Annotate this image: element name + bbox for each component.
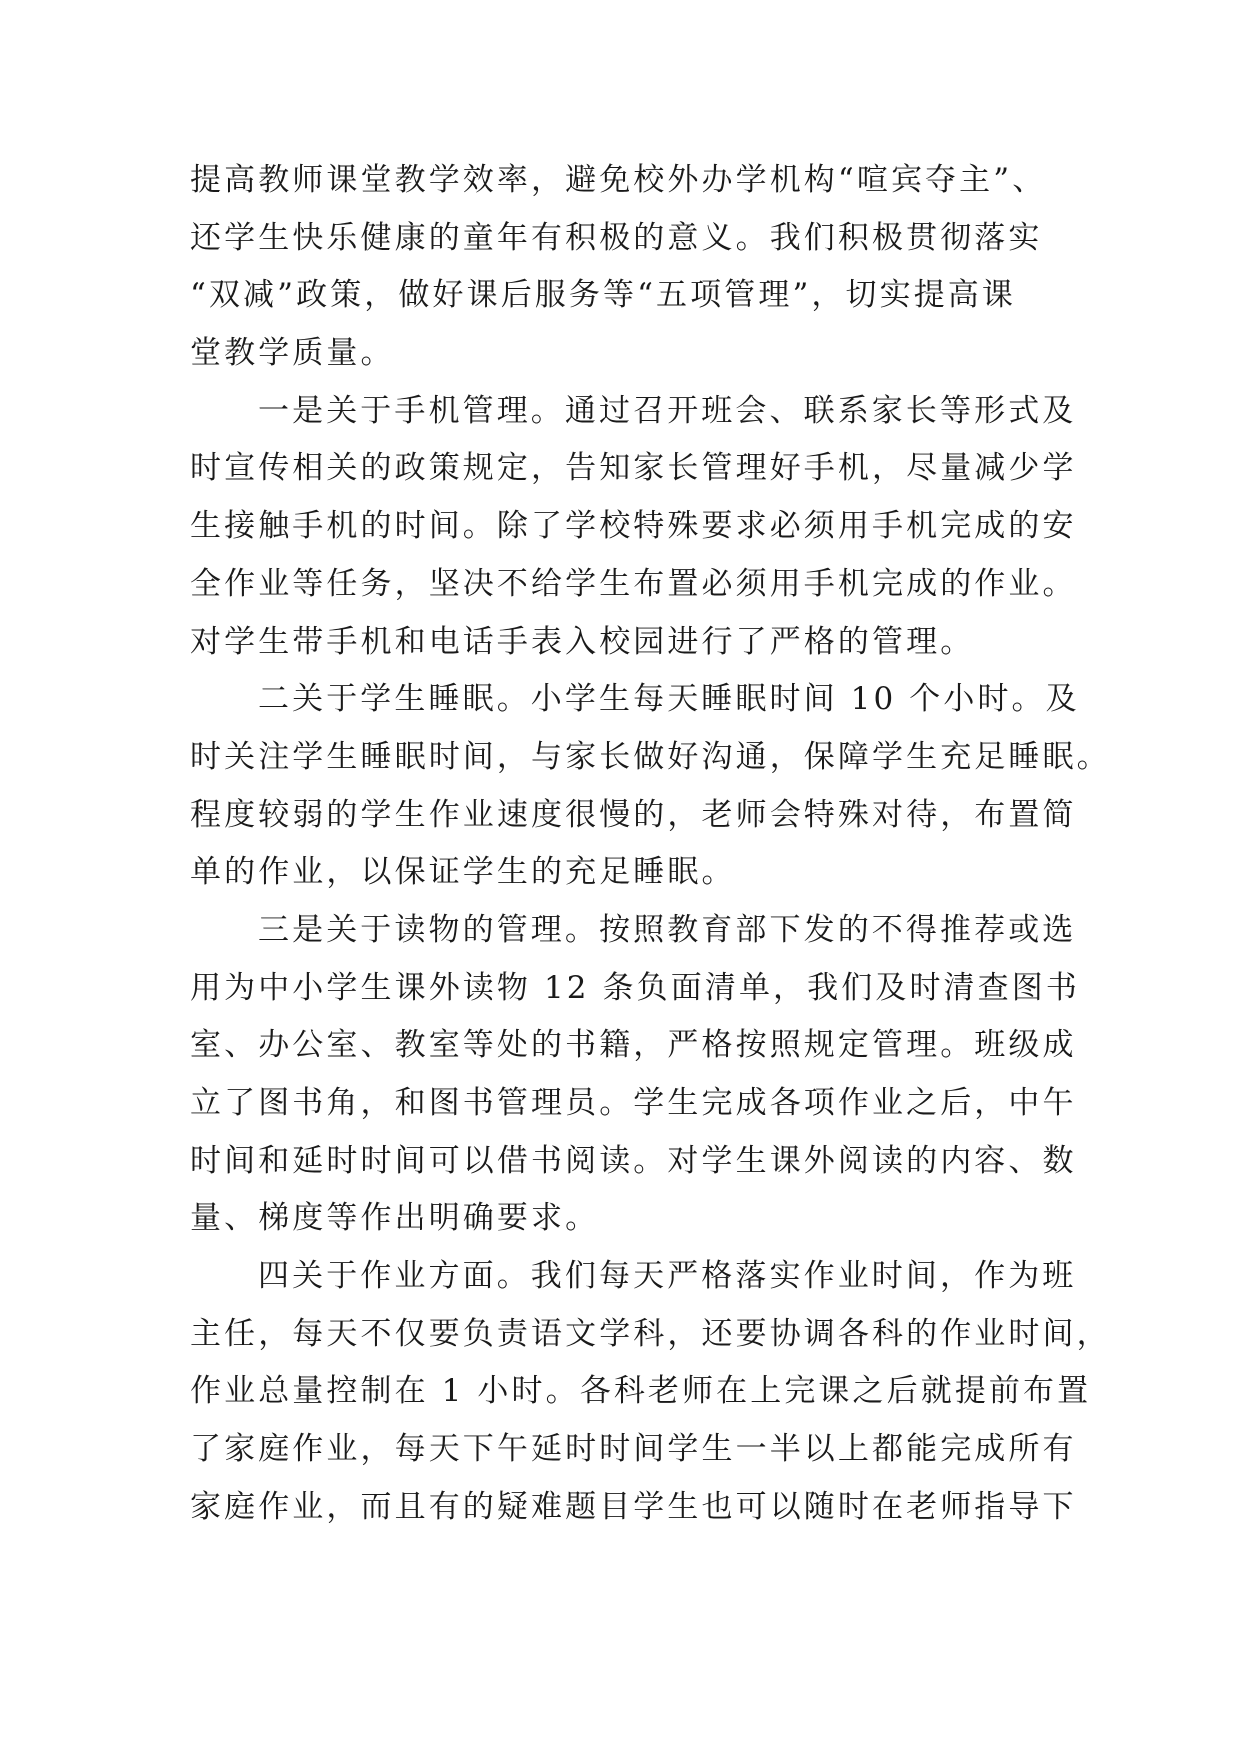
text-line: 全作业等任务，坚决不给学生布置必须用手机完成的作业。 — [190, 565, 1077, 602]
text-line: “双减”政策，做好课后服务等“五项管理”，切实提高课 — [190, 277, 1016, 314]
text-line: 时关注学生睡眠时间，与家长做好沟通，保障学生充足睡眠。 — [190, 738, 1111, 775]
text-line: 立了图书角，和图书管理员。学生完成各项作业之后，中午 — [190, 1085, 1077, 1121]
text-line: 对学生带手机和电话手表入校园进行了严格的管理。 — [190, 623, 975, 660]
text-line: 了家庭作业，每天下午延时时间学生一半以上都能完成所有 — [190, 1431, 1077, 1468]
text-line: 用为中小学生课外读物 12 条负面清单，我们及时清查图书 — [190, 969, 1080, 1006]
text-line: 时宣传相关的政策规定，告知家长管理好手机，尽量减少学 — [190, 450, 1077, 487]
paragraph-first-line: 三是关于读物的管理。按照教育部下发的不得推荐或选 — [258, 911, 1077, 948]
text-line: 作业总量控制在 1 小时。各科老师在上完课之后就提前布置 — [190, 1373, 1092, 1410]
text-line: 家庭作业，而且有的疑难题目学生也可以随时在老师指导下 — [190, 1488, 1077, 1525]
text-line: 程度较弱的学生作业速度很慢的，老师会特殊对待，布置简 — [190, 796, 1077, 833]
document-body — [190, 152, 1111, 1537]
text-line: 量、梯度等作出明确要求。 — [190, 1200, 600, 1237]
text-line: 室、办公室、教室等处的书籍，严格按照规定管理。班级成 — [190, 1027, 1077, 1064]
text-line: 生接触手机的时间。除了学校特殊要求必须用手机完成的安 — [190, 508, 1077, 545]
paragraph-first-line: 一是关于手机管理。通过召开班会、联系家长等形式及 — [258, 392, 1077, 429]
text-line: 提高教师课堂教学效率，避免校外办学机构“喧宾夺主”、 — [190, 162, 1047, 198]
text-line: 单的作业，以保证学生的充足睡眠。 — [190, 854, 736, 891]
text-line: 还学生快乐健康的童年有积极的意义。我们积极贯彻落实 — [190, 219, 1043, 256]
text-line: 时间和延时时间可以借书阅读。对学生课外阅读的内容、数 — [190, 1142, 1077, 1179]
paragraph-first-line: 四关于作业方面。我们每天严格落实作业时间，作为班 — [258, 1258, 1077, 1295]
text-line: 主任，每天不仅要负责语文学科，还要协调各科的作业时间， — [190, 1315, 1111, 1352]
paragraph-first-line: 二关于学生睡眠。小学生每天睡眠时间 10 个小时。及 — [258, 681, 1080, 718]
text-line: 堂教学质量。 — [190, 335, 395, 372]
